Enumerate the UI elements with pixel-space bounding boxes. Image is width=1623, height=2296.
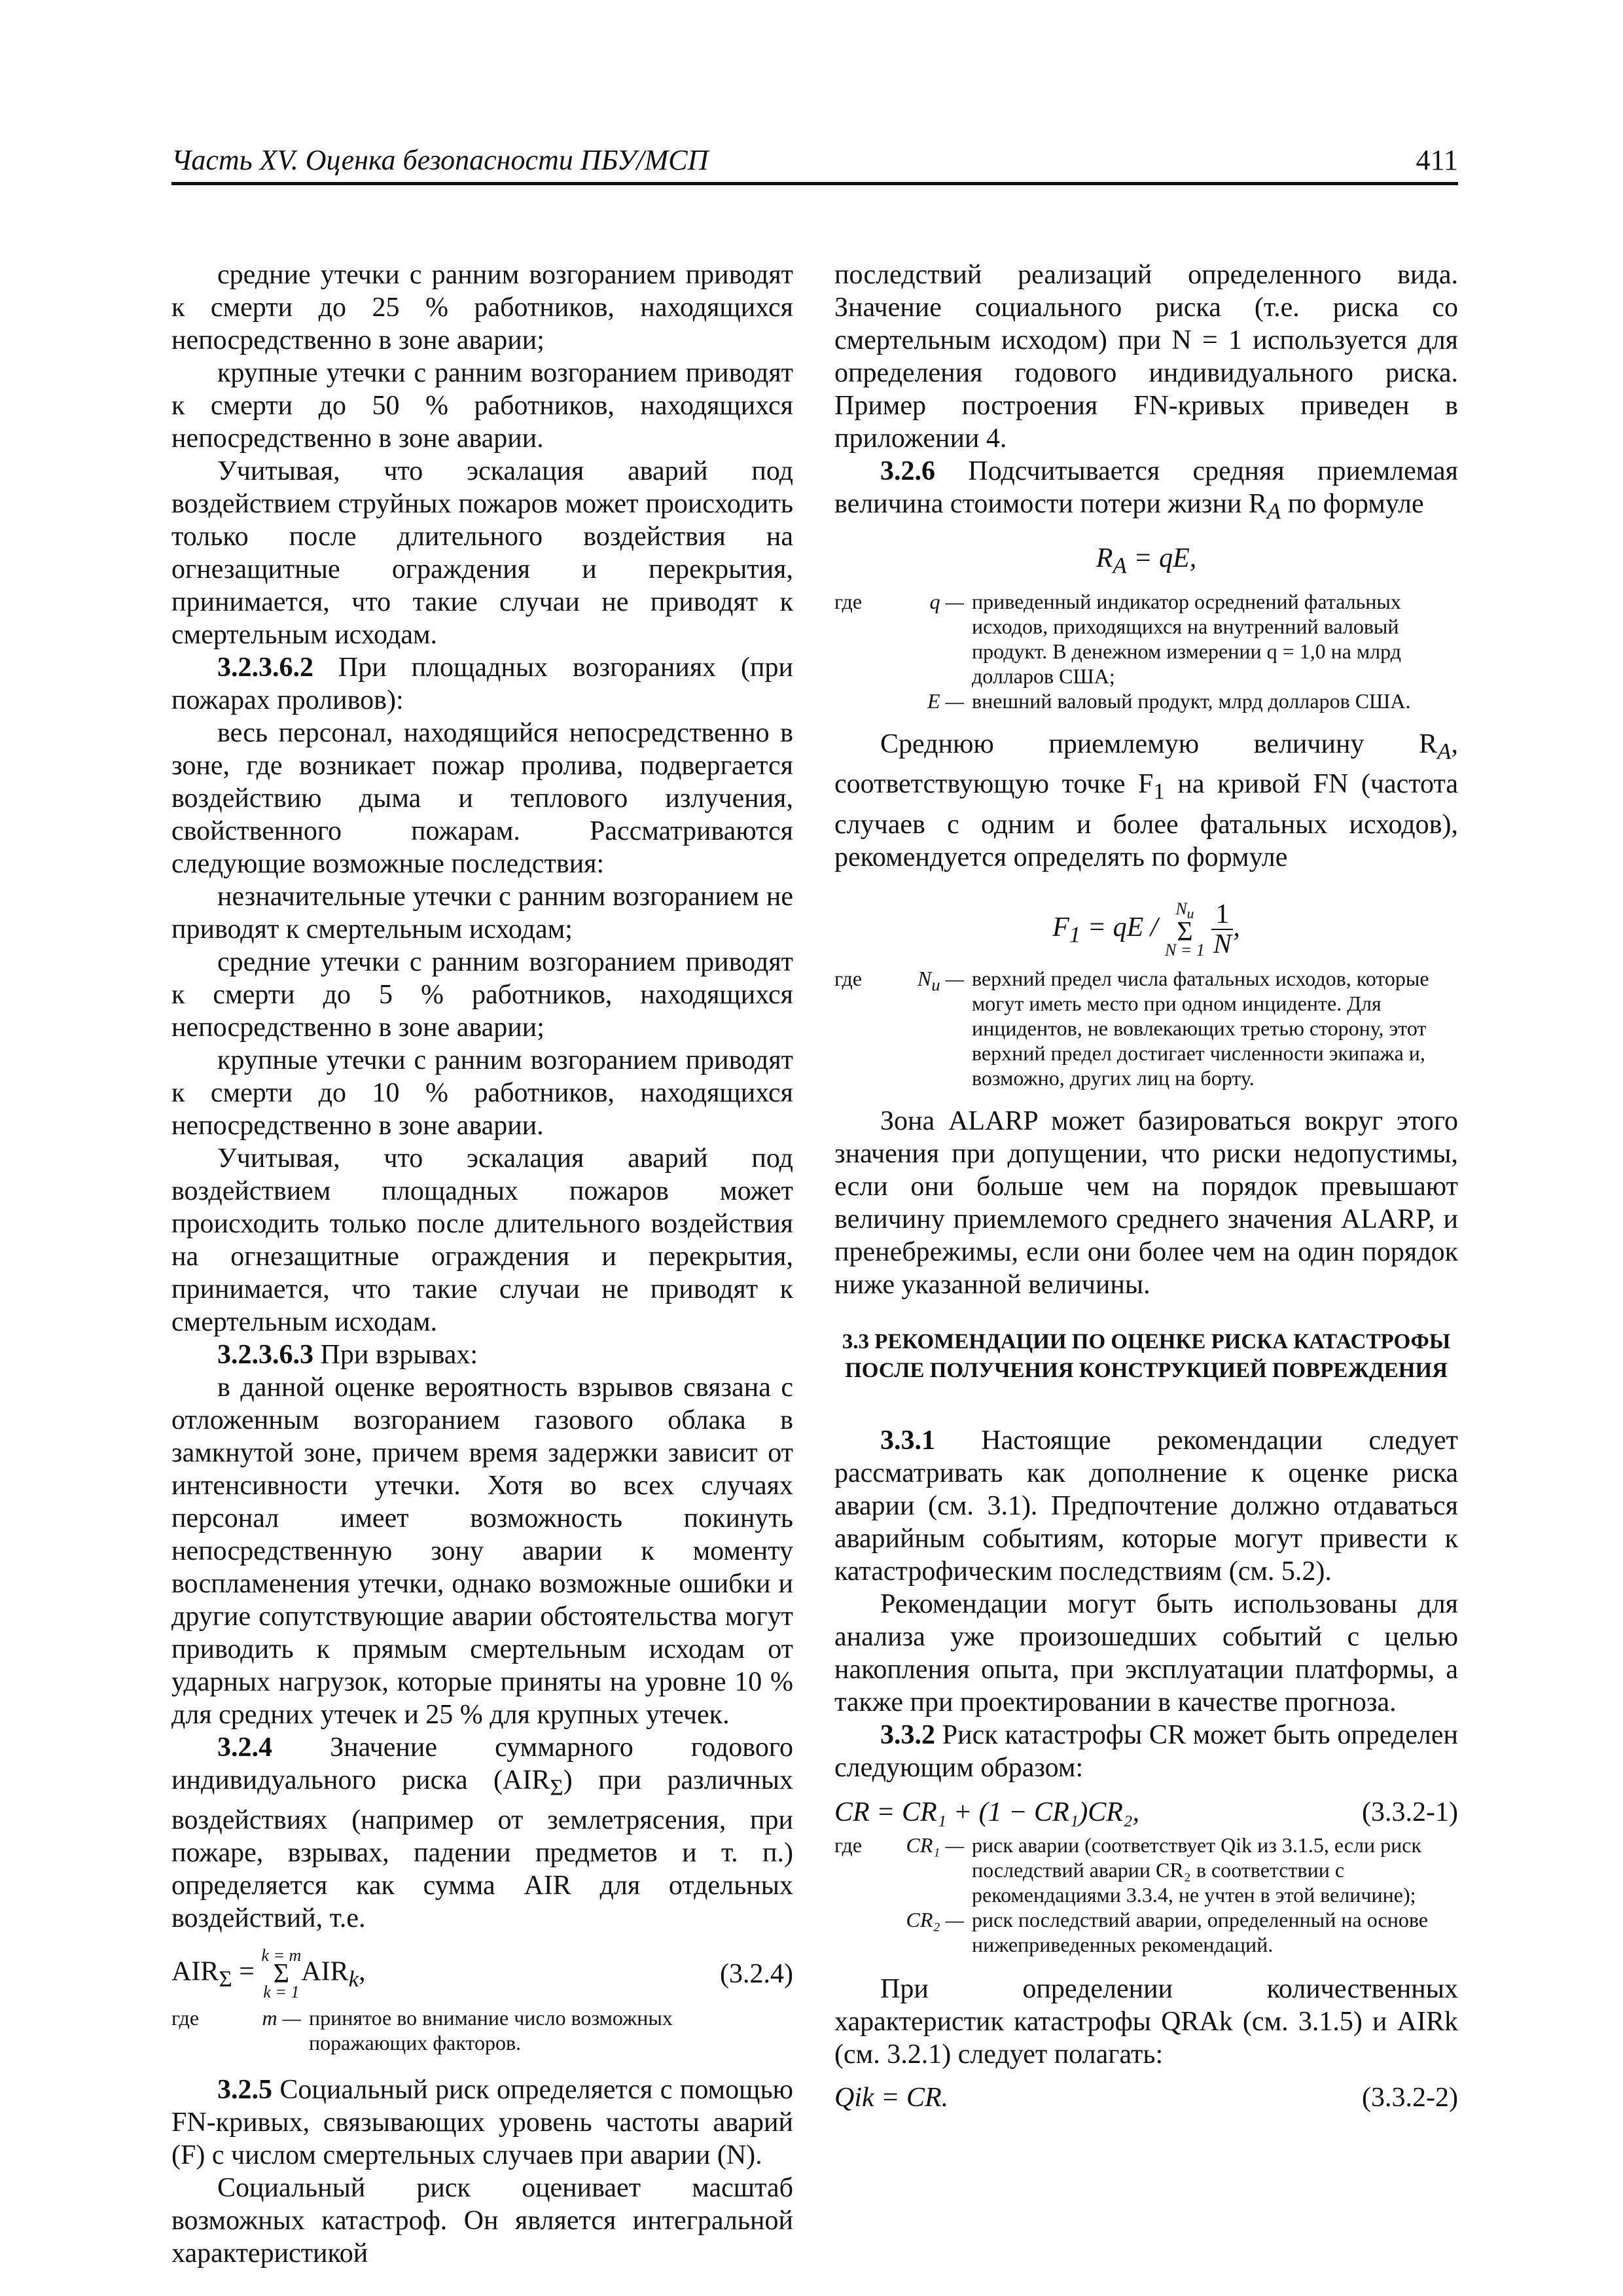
eq-punct: ,: [359, 1957, 366, 1988]
paragraph-text: При взрывах:: [313, 1340, 478, 1370]
paragraph-text: Подсчитывается средняя приемлемая величина стоимости потери жизни R: [834, 456, 1458, 519]
where-symbol: m —: [262, 2006, 301, 2030]
equation-number: (3.3.2-1): [1362, 1797, 1458, 1827]
eq-body: = qE /: [1080, 912, 1165, 942]
sum-lower-limit: N = 1: [1164, 940, 1205, 960]
where-definition: риск последствий аварии, определенный на основе нижеприведенных рекомендаций.: [972, 1907, 1428, 1956]
paragraph: в данной оценке вероятность взрывов связана с отложенным возгоранием газового облака в замкнутой зоне, причем время задержки зависит от интенсивности утечки. Хотя во всех случаях персонал имеет возможность покинуть непосредственную зону аварии к моменту воспламенения утечки, однако возможные ошибки и другие сопутствующие аварии обстоятельства могут приводить к прямым смертельным исходам от ударных нагрузок, которые приняты на уровне 10 % для средних утечек и 25 % для крупных утечек.: [171, 1372, 793, 1730]
paragraph-text: ) при различных воздействиях (например от землетрясения, при пожаре, взрывах, падении предметов и т. п.) определяется как сумма AIR для отдельных воздействий, т.е.: [171, 1765, 793, 1934]
where-block: [834, 966, 1458, 1090]
equation-ra: [834, 542, 1458, 582]
equation-3-3-2-2: [834, 2081, 1458, 2114]
dash: —: [940, 966, 964, 990]
where-symbol: CR₁ —: [906, 1833, 964, 1857]
paragraph-text: Риск катастрофы CR может быть определен следующим образом:: [834, 1719, 1458, 1783]
running-header: [171, 143, 1458, 185]
header-title: Часть XV. Оценка безопасности ПБУ/МСП: [171, 144, 709, 176]
where-symbol: CR₂ —: [906, 1907, 964, 1931]
subscript: u: [931, 975, 940, 995]
section-number: 3.2.4: [217, 1732, 272, 1763]
eq-operator: =: [232, 1957, 262, 1988]
sum-upper-limit: k = m: [261, 1946, 302, 1965]
sigma-icon: Σ: [1177, 916, 1193, 947]
eq-punct: ,: [1233, 912, 1240, 942]
sum-operator: [1165, 900, 1205, 960]
paragraph: Социальный риск оценивает масштаб возможных катастроф. Он является интегральной характеристикой: [171, 2173, 793, 2269]
where-block: [834, 589, 1458, 713]
where-definition: верхний предел числа фатальных исходов, которые могут иметь место при одном инциденте. Для инцидентов, не вовлекающих третью сторону, этот верхний предел достигает численности экипажа и, возможно, других лиц на борту.: [972, 966, 1429, 1090]
equation-body: [171, 1946, 366, 2001]
paragraph-text: Социальный риск определяется с помощью FN-кривых, связывающих уровень частоты аварий (F) с числом смертельных случаев при аварии (N).: [171, 2075, 793, 2171]
fraction-numerator: 1: [1211, 900, 1233, 930]
section-heading: 3.3 РЕКОМЕНДАЦИИ ПО ОЦЕНКЕ РИСКА КАТАСТРОФЫ ПОСЛЕ ПОЛУЧЕНИЯ КОНСТРУКЦИЕЙ ПОВРЕЖДЕНИЯ: [842, 1329, 1451, 1382]
equation-number: (3.3.2-2): [1362, 2082, 1458, 2113]
paragraph: последствий реализаций определенного вида. Значение социального риска (т.е. риска со смертельным исходом) при N = 1 используется для определения годового индивидуального риска. Пример построения FN-кривых приведен в приложении 4.: [834, 260, 1458, 454]
equation-3-2-4: [171, 1946, 793, 2001]
paragraph: средние утечки с ранним возгоранием приводят к смерти до 5 % работников, находящихся непосредственно в зоне аварии;: [171, 947, 793, 1043]
section-number: 3.2.6: [880, 456, 935, 486]
paragraph: [171, 1731, 793, 1935]
paragraph: [171, 651, 793, 717]
equation-number: (3.2.4): [720, 1959, 793, 1990]
paragraph-text: Среднюю приемлемую величину R: [880, 728, 1438, 759]
section-number: 3.2.3.6.3: [217, 1340, 313, 1370]
where-label: где: [834, 589, 863, 613]
paragraph: Учитывая, что эскалация аварий под воздействием струйных пожаров может происходить только после длительного воздействия на огнезащитные ограждения и перекрытия, принимается, что такие случаи не приводят к смертельным исходам.: [171, 456, 793, 650]
equation-3-3-2-1: [834, 1796, 1458, 1829]
eq-symbol: AIR: [301, 1957, 349, 1988]
where-definition: риск аварии (соответствует Qik из 3.1.5, если риск последствий аварии CR₂ в соответствии с рекомендациями 3.3.4, не учтен в этой величине);: [972, 1833, 1422, 1907]
where-definition: принятое во внимание число возможных поражающих факторов.: [309, 2006, 673, 2055]
equation-body: CR = CR₁ + (1 − CR₁)CR₂,: [834, 1797, 1139, 1827]
paragraph-text: на кривой FN (частота случаев с одним и более фатальных исходов), рекомендуется определять по формуле: [834, 769, 1458, 872]
section-number: 3.3.2: [880, 1719, 935, 1750]
paragraph: [834, 455, 1458, 528]
paragraph: крупные утечки с ранним возгоранием приводят к смерти до 50 % работников, находящихся непосредственно в зоне аварии.: [171, 358, 793, 454]
paragraph: средние утечки с ранним возгоранием приводят к смерти до 25 % работников, находящихся непосредственно в зоне аварии;: [171, 260, 793, 355]
paragraph: [834, 1424, 1458, 1588]
where-label: где: [171, 2006, 200, 2030]
where-definition: приведенный индикатор осреднений фатальных исходов, приходящихся на внутренний валовый продукт. В денежном измерении q = 1,0 на млрд долларов США;: [972, 589, 1402, 688]
where-block: [171, 2005, 793, 2055]
subscript: u: [1186, 905, 1194, 922]
left-column: [171, 259, 793, 2270]
paragraph-text: Значение суммарного годового индивидуального риска (AIR: [171, 1732, 793, 1795]
subscript: 1: [1153, 778, 1165, 804]
paragraph: [834, 728, 1458, 874]
section-number: 3.2.5: [217, 2075, 272, 2106]
paragraph: Рекомендации могут быть использованы для анализа уже произошедших событий с целью накопления опыта, при эксплуатации платформы, а также при проектировании в качестве прогноза.: [834, 1588, 1458, 1717]
subscript: Σ: [219, 1966, 232, 1992]
paragraph: [171, 1338, 793, 1371]
equation-f1: [834, 900, 1458, 960]
where-symbol: [900, 966, 972, 1090]
fraction-denominator: N: [1213, 929, 1232, 960]
symbol: N: [917, 966, 932, 990]
where-label: где: [834, 1833, 863, 1857]
eq-symbol: AIR: [171, 1957, 219, 1988]
where-block: [834, 1833, 1458, 1957]
where-definition: внешний валовый продукт, млрд долларов США.: [972, 689, 1411, 713]
where-symbol: q —: [929, 589, 964, 613]
section-number: 3.2.3.6.2: [217, 653, 313, 683]
paragraph-text: , соответствующую точке F: [834, 728, 1458, 800]
where-label: где: [834, 966, 863, 990]
subscript: 1: [1069, 922, 1081, 948]
section-number: 3.3.1: [880, 1425, 935, 1456]
sum-lower-limit: k = 1: [263, 1982, 300, 2002]
paragraph: незначительные утечки с ранним возгоранием не приводят к смертельным исходам;: [171, 882, 793, 944]
sum-upper-symbol: N: [1175, 899, 1187, 918]
right-column: [834, 259, 1458, 2114]
paragraph: Учитывая, что эскалация аварий под воздействием площадных пожаров может происходить только после длительного воздействия на огнезащитные ограждения и перекрытия, принимается, что такие случаи не приводят к смертельным исходам.: [171, 1143, 793, 1337]
paragraph: При определении количественных характеристик катастрофы QRAk (см. 3.1.5) и AIRk (см. 3.2.1) следует полагать:: [834, 1973, 1458, 2070]
subscript: A: [1113, 552, 1127, 579]
paragraph: [171, 2073, 793, 2172]
subscript: A: [1437, 738, 1452, 764]
subscript: Σ: [550, 1774, 563, 1801]
eq-symbol: F: [1052, 912, 1069, 942]
fraction: [1211, 900, 1233, 959]
paragraph-text: по формуле: [1281, 489, 1424, 519]
paragraph: Зона ALARP может базироваться вокруг этого значения при допущении, что риски недопустимы, если они больше чем на порядок превышают величину приемлемого среднего значения ALARP, и пренебрежимы, если они более чем на один порядок ниже указанной величины.: [834, 1105, 1458, 1300]
paragraph: весь персонал, находящийся непосредственно в зоне, где возникает пожар пролива, подвергается воздействию дыма и теплового излучения, свойственного пожарам. Рассматриваются следующие возможные последствия:: [171, 718, 793, 879]
equation-body: Qik = CR.: [834, 2082, 949, 2113]
paragraph: крупные утечки с ранним возгоранием приводят к смерти до 10 % работников, находящихся непосредственно в зоне аварии.: [171, 1045, 793, 1141]
eq-symbol: R: [1096, 543, 1113, 574]
eq-body: = qE,: [1126, 543, 1197, 574]
sigma-icon: Σ: [273, 1959, 290, 1990]
page-number: 411: [1416, 144, 1458, 176]
where-symbol: E —: [927, 689, 964, 713]
sum-operator: [261, 1946, 301, 2001]
subscript: A: [1266, 498, 1281, 524]
subscript: k: [348, 1966, 359, 1992]
paragraph-text: При площадных возгораниях (при пожарах проливов):: [171, 653, 793, 715]
paragraph: [834, 1719, 1458, 1784]
paragraph-text: Настоящие рекомендации следует рассматривать как дополнение к оценке риска аварии (см. 3.1). Предпочтение должно отдаваться аварийным событиям, которые могут привести к катастрофическим последствиям (см. 5.2).: [834, 1425, 1458, 1587]
